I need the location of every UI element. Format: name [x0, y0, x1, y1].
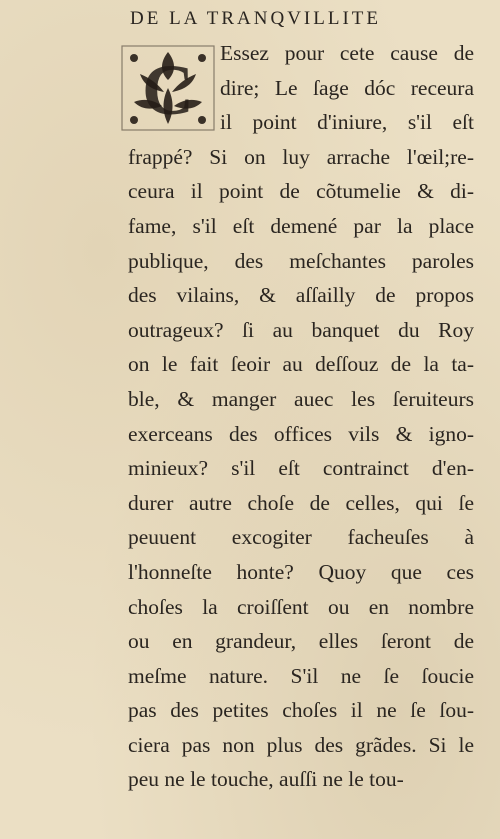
text-line: peuuent excogiter facheuſes à: [128, 525, 474, 550]
text-line: durer autre choſe de celles, qui ſe: [128, 490, 474, 515]
text-line: fame, s'il eſt demené par la place: [128, 213, 474, 238]
text-line: l'honneſte honte? Quoy que ces: [128, 559, 474, 584]
text-line: il point d'iniure, s'il eſt: [220, 110, 474, 135]
text-line: meſme nature. S'il ne ſe ſoucie: [128, 663, 474, 688]
text-line: ciera pas non plus des grãdes. Si le: [128, 732, 474, 757]
text-line: peu ne le touche, auſſi ne le tou-: [128, 767, 404, 792]
text-line: dire; Le ſage dóc receura: [220, 75, 474, 100]
text-line: ou en grandeur, elles ſeront de: [128, 629, 474, 654]
text-line: outrageux? ſi au banquet du Roy: [128, 317, 474, 342]
text-line: des vilains, & aſſailly de propos: [128, 283, 474, 308]
text-line: ceura il point de cõtumelie & di-: [128, 179, 474, 204]
body-text: [128, 36, 474, 797]
running-head: DE LA TRANQVILLITE: [130, 8, 382, 29]
text-line: frappé? Si on luy arrache l'œil;re-: [128, 144, 474, 169]
text-line: choſes la croiſſent ou en nombre: [128, 594, 474, 619]
text-line: Essez pour cete cause de: [220, 41, 474, 65]
text-line: exerceans des offices vils & igno-: [128, 421, 474, 446]
text-line: publique, des meſchantes paroles: [128, 248, 474, 273]
drop-cap-letter: C: [142, 50, 194, 130]
text-line: ble, & manger auec les ſeruiteurs: [128, 386, 474, 411]
text-line: on le fait ſeoir au deſſouz de la ta-: [128, 352, 474, 377]
text-line: pas des petites choſes il ne ſe ſou-: [128, 698, 474, 723]
text-line: minieux? s'il eſt contrainct d'en-: [128, 456, 474, 481]
